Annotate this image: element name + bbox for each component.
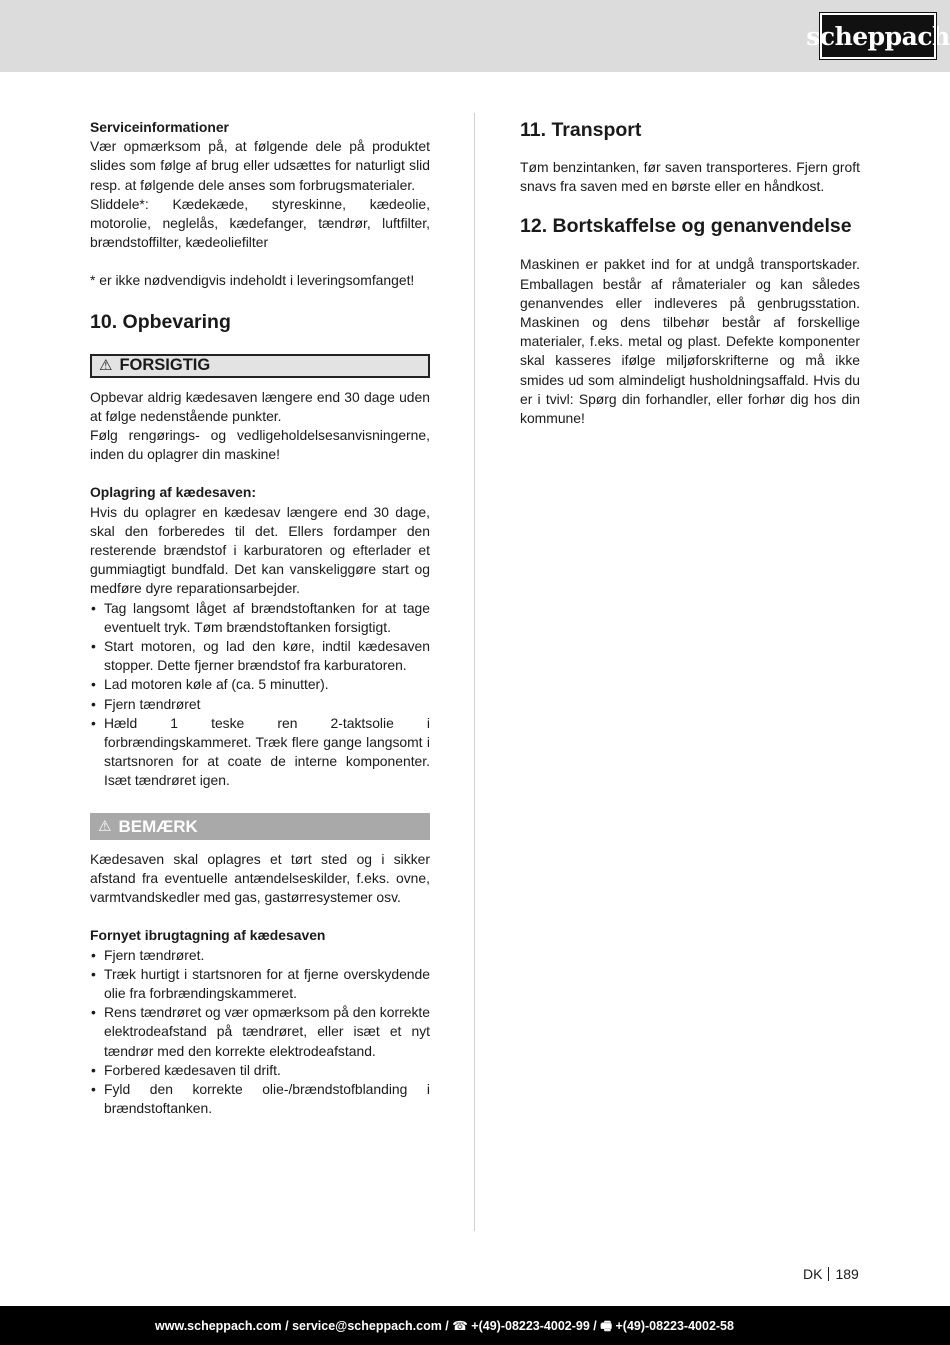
service-heading: Serviceinformationer xyxy=(90,119,229,135)
left-column xyxy=(90,118,430,1118)
footnote: * er ikke nødvendigvis indeholdt i leveringsomfanget! xyxy=(90,272,415,289)
footer-bar xyxy=(0,1306,950,1345)
list-item: • Træk hurtigt i startsnoren for at fjerne overskydende olie fra forbrændingskammeret. xyxy=(90,965,430,1003)
list-item: • Fjern tændrøret xyxy=(90,695,430,714)
transport-paragraph: Tøm benzintanken, før saven transporteres. Fjern groft snavs fra saven med en børste eller en håndkost. xyxy=(520,159,860,195)
wear-parts-paragraph: Sliddele*: Kædekæde, styreskinne, kædeolie, motorolie, neglelås, kædefanger, tændrør, luftfilter, brændstoffilter, kædeoliefilter xyxy=(90,195,430,251)
caution-label: FORSIGTIG xyxy=(119,356,211,375)
caution-box xyxy=(90,354,430,378)
column-divider xyxy=(474,113,475,1231)
list-item: • Tag langsomt låget af brændstoftanken for at tage eventuelt tryk. Tøm brændstoftanken forsigtigt. xyxy=(90,599,430,637)
storage-list xyxy=(90,599,430,791)
page-number-value: 189 xyxy=(835,1266,859,1282)
list-item: • Rens tændrøret og vær opmærksom på den korrekte elektrodeafstand på tændrøret, eller isæt et nyt tændrør med den korrekte elektrodeafstand. xyxy=(90,1003,430,1061)
footer-contact: www.scheppach.com / service@scheppach.com / ☎ +(49)-08223-4002-99 / 🖷 +(49)-08223-4002-58 xyxy=(155,1319,734,1333)
list-item: • Fjern tændrøret. xyxy=(90,946,430,965)
page-number xyxy=(803,1265,859,1283)
scheppach-logo: scheppach xyxy=(820,13,936,59)
list-item: • Forbered kædesaven til drift. xyxy=(90,1061,430,1080)
storage-paragraph: Hvis du oplagrer en kædesav længere end 30 dage, skal den forberedes til det. Ellers fordamper den resterende brændstof i karburatoren og efterlader et gummiagtigt bundfald. Det kan vanskeliggøre start og medføre dyre reparationsarbejder. xyxy=(90,503,430,597)
list-item: • Lad motoren køle af (ca. 5 minutter). xyxy=(90,675,430,694)
right-column xyxy=(520,118,860,428)
restart-list xyxy=(90,946,430,1119)
caution-paragraph-2: Følg rengørings- og vedligeholdelsesanvisningerne, inden du oplagrer din maskine! xyxy=(90,427,430,463)
caution-paragraph-1: Opbevar aldrig kædesaven længere end 30 dage uden at følge nedenstående punkter. xyxy=(90,388,430,424)
disposal-paragraph: Maskinen er pakket ind for at undgå transportskader. Emballagen består af råmaterialer og kan således genanvendes eller indleveres på genbrugsstation. Maskinen og dens tilbehør består af forskellige materialer, f.eks. metal og plast. Defekte komponenter skal kasseres ifølge miljøforskrifterne og må ikke smides ud som almindeligt husholdningsaffald. Hvis du er i tvivl: Spørg din forhandler, eller forhør dig hos din kommune! xyxy=(520,256,860,427)
list-item: • Start motoren, og lad den køre, indtil kædesaven stopper. Dette fjerner brændstof fra karburatoren. xyxy=(90,637,430,675)
section-12-title: 12. Bortskaffelse og genanvendelse xyxy=(520,215,852,238)
storage-heading: Oplagring af kædesaven: xyxy=(90,484,256,501)
note-label: BEMÆRK xyxy=(118,816,198,836)
note-box xyxy=(90,813,430,840)
service-paragraph: Vær opmærksom på, at følgende dele på produktet slides som følge af brug eller udsættes for naturligt slid resp. at følgende dele anses som forbrugsmaterialer. xyxy=(90,138,430,193)
warning-triangle-icon: ⚠ xyxy=(99,357,113,375)
page-language: DK xyxy=(803,1266,823,1282)
header-bar xyxy=(0,0,950,72)
list-item: • Fyld den korrekte olie-/brændstofblanding i brændstoftanken. xyxy=(90,1080,430,1118)
list-item: • Hæld 1 teske ren 2-taktsolie i forbrændingskammeret. Træk flere gange langsomt i startsnoren for at coate de interne komponenter. Isæt tændrøret igen. xyxy=(90,714,430,791)
section-11-title: 11. Transport xyxy=(520,119,642,141)
section-10-title: 10. Opbevaring xyxy=(90,310,231,333)
restart-heading: Fornyet ibrugtagning af kædesaven xyxy=(90,927,326,944)
warning-triangle-icon: ⚠ xyxy=(98,817,112,835)
note-paragraph: Kædesaven skal oplagres et tørt sted og i sikker afstand fra eventuelle antændelseskilder, f.eks. ovne, varmtvandskedler med gas, gastørresystemer osv. xyxy=(90,850,430,906)
